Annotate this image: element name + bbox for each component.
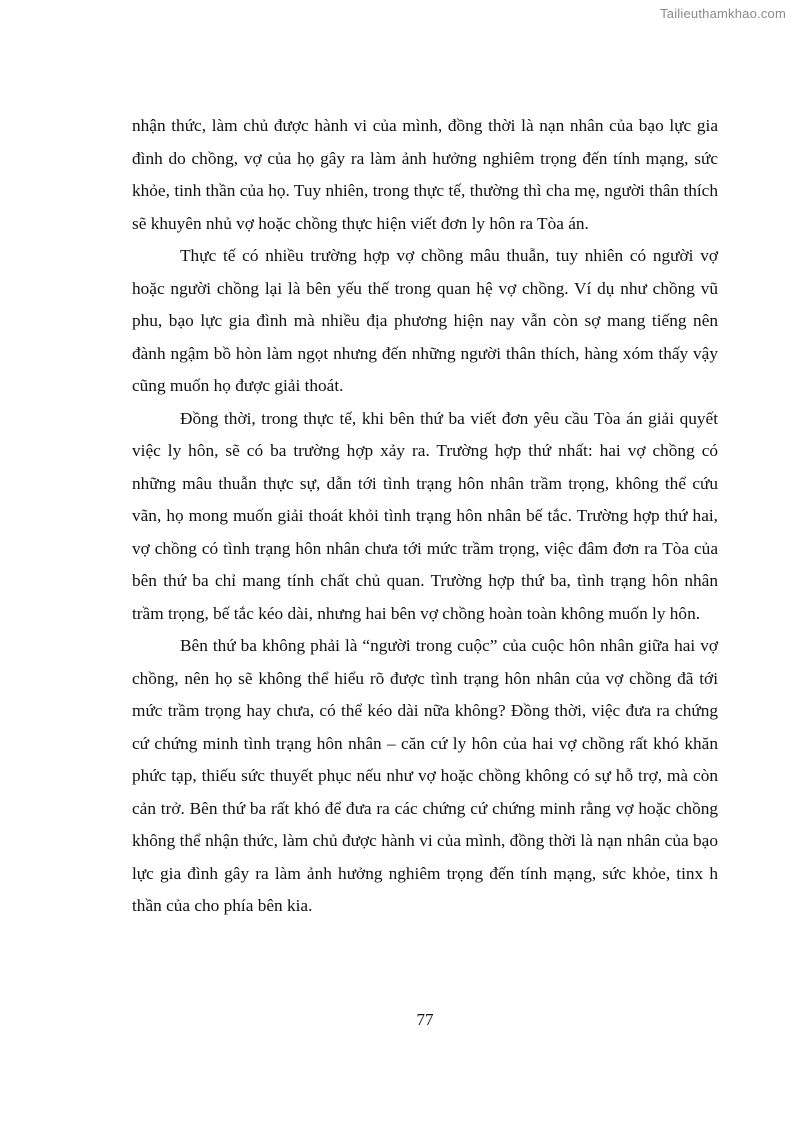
paragraph: Bên thứ ba không phải là “người trong cuộc” của cuộc hôn nhân giữa hai vợ chồng, nên họ sẽ không thể hiểu rõ được tình trạng hôn nhân của vợ chồng đã tới mức trầm trọng hay chưa, có thể kéo dài nữa không? Đồng thời, việc đưa ra chứng cứ chứng minh tình trạng hôn nhân – căn cứ ly hôn của hai vợ chồng rất khó khăn phức tạp, thiếu sức thuyết phục nếu như vợ hoặc chồng không có sự hỗ trợ, mà còn cản trở. Bên thứ ba rất khó để đưa ra các chứng cứ chứng minh rằng vợ hoặc chồng không thể nhận thức, làm chủ được hành vi của mình, đồng thời là nạn nhân của bạo lực gia đình gây ra làm ảnh hưởng nghiêm trọng đến tính mạng, sức khỏe, tinx h thần của cho phía bên kia. [132,636,718,915]
watermark: Tailieuthamkhao.com [660,6,786,21]
page-number: 77 [416,1010,434,1029]
paragraph: Thực tế có nhiều trường hợp vợ chồng mâu thuẫn, tuy nhiên có người vợ hoặc người chồng lại là bên yếu thế trong quan hệ vợ chồng. Ví dụ như chồng vũ phu, bạo lực gia đình mà nhiều địa phương hiện nay vẫn còn sợ mang tiếng nên đành ngậm bồ hòn làm ngọt nhưng đến những người thân thích, hàng xóm thấy vậy cũng muốn họ được giải thoát. [132,246,718,395]
paragraph-continued: nhận thức, làm chủ được hành vi của mình, đồng thời là nạn nhân của bạo lực gia đình do chồng, vợ của họ gây ra làm ảnh hưởng nghiêm trọng đến tính mạng, sức khỏe, tinh thần của họ. Tuy nhiên, trong thực tế, thường thì cha mẹ, người thân thích sẽ khuyên nhủ vợ hoặc chồng thực hiện viết đơn ly hôn ra Tòa án. [132,116,718,233]
paragraph: Đồng thời, trong thực tế, khi bên thứ ba viết đơn yêu cầu Tòa án giải quyết việc ly hôn, sẽ có ba trường hợp xảy ra. Trường hợp thứ nhất: hai vợ chồng có những mâu thuẫn thực sự, dẫn tới tình trạng hôn nhân trầm trọng, không thể cứu vãn, họ mong muốn giải thoát khỏi tình trạng hôn nhân bế tắc. Trường hợp thứ hai, vợ chồng có tình trạng hôn nhân chưa tới mức trầm trọng, việc đâm đơn ra Tòa của bên thứ ba chỉ mang tính chất chủ quan. Trường hợp thứ ba, tình trạng hôn nhân trầm trọng, bế tắc kéo dài, nhưng hai bên vợ chồng hoàn toàn không muốn ly hôn. [132,408,718,623]
document-body [132,110,718,923]
